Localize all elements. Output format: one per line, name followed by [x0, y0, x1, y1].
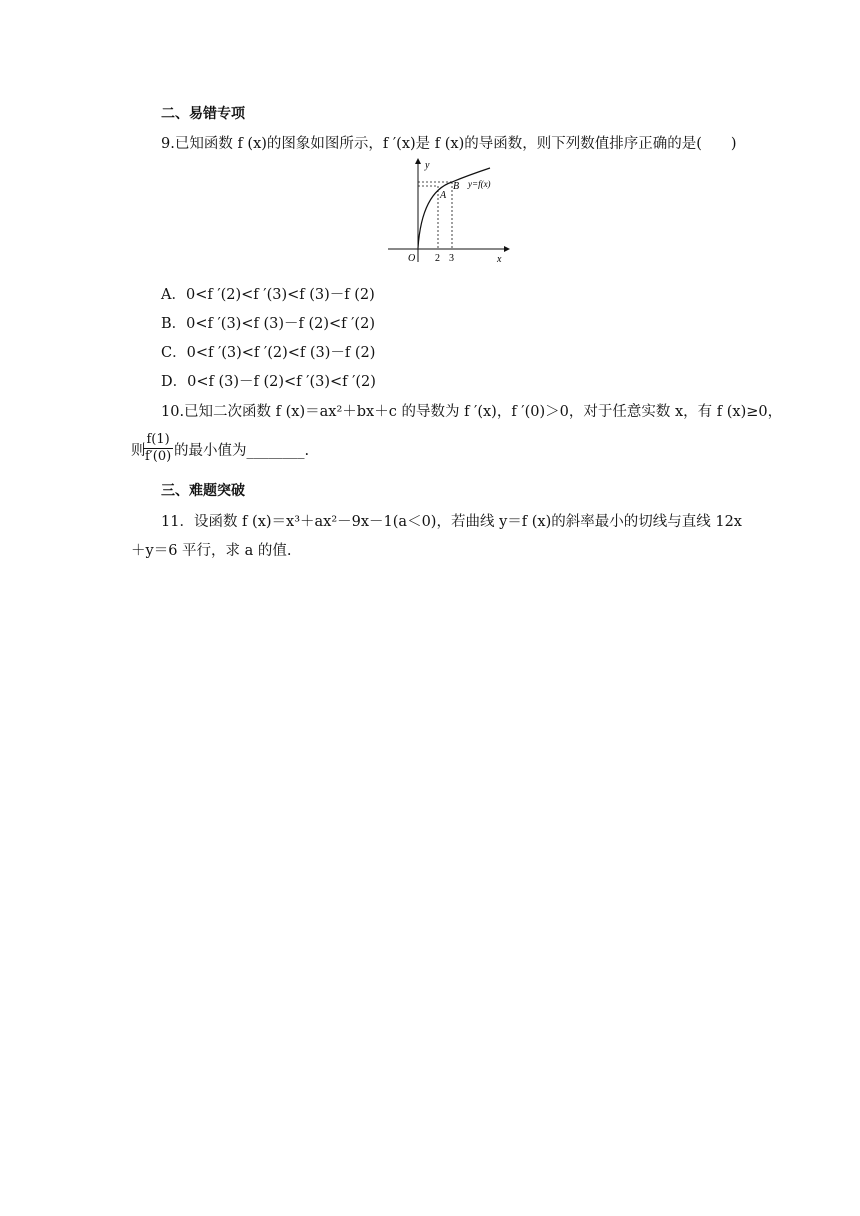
label-curve: y=f(x): [468, 179, 491, 189]
q9-stem: 9.已知函数 f (x)的图象如图所示，f ′(x)是 f (x)的导函数，则下列数值排序正确的是( ): [161, 136, 737, 152]
q11-line2: ＋y＝6 平行，求 a 的值.: [131, 543, 292, 559]
label-origin: O: [408, 253, 416, 264]
label-2: 2: [435, 253, 440, 264]
label-y: y: [425, 160, 430, 171]
q10-suffix: 的最小值为________.: [174, 443, 310, 459]
q10-prefix: 则: [131, 443, 146, 459]
y-axis-arrow: [415, 158, 421, 164]
section-heading-2: 二、易错专项: [161, 106, 245, 122]
q10-frac-numerator: f(1): [143, 432, 173, 449]
label-B: B: [453, 181, 460, 192]
q10-stem: 10.已知二次函数 f (x)＝ax²＋bx＋c 的导数为 f ′(x)，f ′(0)＞0，对于任意实数 x，有 f (x)≥0，: [161, 404, 783, 420]
q9-option-d: D．0<f (3)－f (2)<f ′(3)<f ′(2): [161, 374, 376, 390]
q9-option-a: A．0<f ′(2)<f ′(3)<f (3)－f (2): [161, 287, 375, 303]
q10-fraction: [143, 432, 173, 465]
label-x: x: [497, 254, 502, 265]
label-3: 3: [449, 253, 454, 264]
section-heading-3: 三、难题突破: [161, 483, 245, 499]
q10-frac-denominator: f′(0): [145, 449, 172, 464]
q9-option-c: C．0<f ′(3)<f ′(2)<f (3)－f (2): [161, 345, 376, 361]
label-A: A: [440, 190, 447, 201]
x-axis-arrow: [504, 246, 510, 252]
q9-option-b: B．0<f ′(3)<f (3)－f (2)<f ′(2): [161, 316, 375, 332]
q11-line1: 11．设函数 f (x)＝x³＋ax²－9x－1(a＜0)，若曲线 y＝f (x)的斜率最小的切线与直线 12x: [161, 514, 742, 530]
q9-figure: [380, 158, 510, 266]
